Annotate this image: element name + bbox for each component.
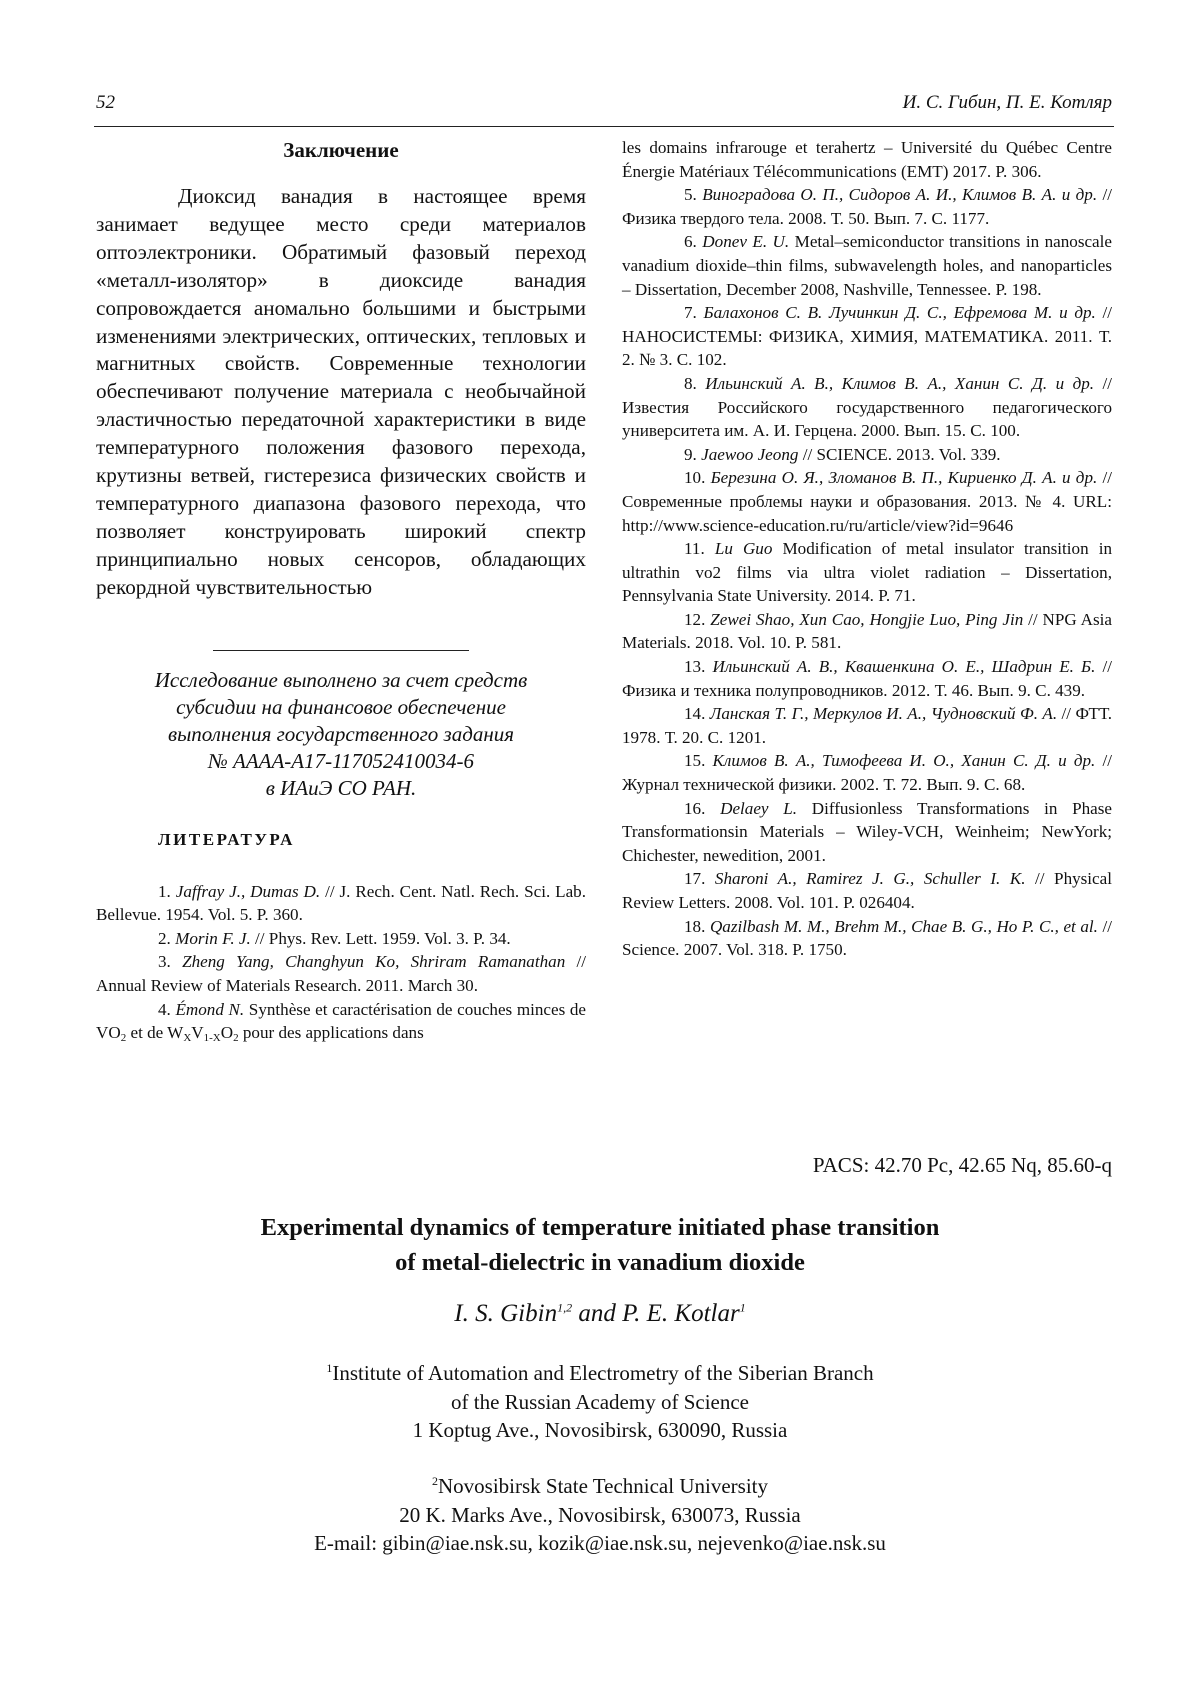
reference-item: 9. Jaewoo Jeong // SCIENCE. 2013. Vol. 339.	[684, 444, 1001, 464]
english-title-line: Experimental dynamics of temperature initiated phase transition	[260, 1214, 940, 1241]
reference-authors: Émond N.	[175, 999, 245, 1019]
affiliation-1: $^1$Institute of Automation and Electrometry of the Siberian Branch of the Russian Academy of Science 1 Koptug Ave., Novosibirsk, 630090, Russia	[326, 1361, 874, 1442]
running-header-authors: И. С. Гибин, П. Е. Котляр	[902, 92, 1112, 113]
reference-source: // J. Rech. Cent. Natl. Rech. Sci. Lab. Bellevue. 1954. Vol. 5. P. 360.	[96, 881, 586, 925]
reference-item	[96, 950, 586, 997]
header-rule	[94, 126, 1114, 127]
section-divider	[213, 650, 469, 651]
reference-item: 13. Ильинский А. В., Квашенкина О. Е., Шадрин Е. Б. // Физика и техника полупроводников. 2012. Т. 46. Вып. 9. С. 439.	[622, 657, 1112, 700]
reference-number: 3.	[158, 952, 171, 972]
reference-item: 16. Delaey L. Diffusionless Transformations in Phase Transformationsin Materials – Wiley-VCH, Weinheim; NewYork; Chichester, newedition, 2001.	[622, 798, 1112, 865]
reference-authors: Zheng Yang, Changhyun Ko, Shriram Ramanathan	[182, 952, 566, 972]
reference-number: 1.	[158, 881, 171, 901]
reference-source: // Annual Review of Materials Research. 2011. March 30.	[96, 952, 586, 995]
references-list-left	[96, 880, 586, 1045]
right-column	[622, 136, 1112, 962]
reference-item: 12. Zewei Shao, Xun Cao, Hongjie Luo, Ping Jin // NPG Asia Materials. 2018. Vol. 10. P. 581.	[622, 609, 1113, 653]
funding-line: в ИАиЭ СО РАН.	[265, 775, 417, 800]
reference-item: 15. Климов В. А., Тимофеева И. О., Ханин С. Д. и др. // Журнал технической физики. 2002. Т. 72. Вып. 9. С. 68.	[622, 751, 1112, 795]
reference-item: 10. Березина О. Я., Зломанов В. П., Кириенко Д. А. и др. // Современные проблемы науки и образования. 2013. № 4. URL: http://www.science-education.ru/ru/article/view?id=9646	[622, 468, 1112, 535]
reference-item: 5. Виноградова О. П., Сидоров А. И., Климов В. А. и др. // Физика твердого тела. 2008. Т. 50. Вып. 7. С. 1177.	[622, 185, 1112, 228]
reference-item: 6. Donev E. U. Metal–semiconductor transitions in nanoscale vanadium dioxide–thin films, subwavelength holes, and nanoparticles – Dissertation, December 2008, Nashville, Tennessee. P. 198.	[622, 232, 1112, 299]
funding-note	[96, 667, 586, 802]
funding-line: выполнения государственного задания	[167, 721, 515, 746]
reference-number: 4.	[158, 999, 171, 1019]
running-header	[96, 92, 1112, 122]
english-authors: I. S. Gibin$^{1,2}$ and P. E. Kotlar$^1$	[454, 1300, 746, 1327]
reference-source: // Phys. Rev. Lett. 1959. Vol. 3. P. 34.	[250, 928, 511, 948]
funding-line: субсидии на финансовое обеспечение	[176, 694, 506, 719]
reference-item	[96, 880, 586, 927]
references-heading: ЛИТЕРАТУРА	[158, 829, 295, 849]
conclusion-paragraph: Диоксид ванадия в настоящее время занимает ведущее место среди материалов оптоэлектроники. Обратимый фазовый переход «металл-изолятор» в диоксиде ванадия сопровождается аномально большими и быстрыми изменениями электрических, оптических, тепловых и магнитных свойств. Современные технологии обеспечивают получение материала с необычайной эластичностью передаточной характеристики в виде температурного положения фазового перехода, крутизны ветвей, гистерезиса физических свойств и температурного диапазона фазового перехода, что позволяет конструировать широкий спектр принципиально новых сенсоров, обладающих рекордной чувствительностью	[96, 184, 586, 599]
reference-item: 17. Sharoni A., Ramirez J. G., Schuller I. K. // Physical Review Letters. 2008. Vol. 101. P. 026404.	[622, 869, 1112, 912]
page-number: 52	[96, 92, 115, 113]
reference-item: 14. Ланская Т. Г., Меркулов И. А., Чудновский Ф. А. // ФТТ. 1978. Т. 20. С. 1201.	[622, 704, 1112, 747]
reference-authors: Jaffray J., Dumas D.	[175, 881, 321, 901]
reference-item: 18. Qazilbash M. M., Brehm M., Chae B. G., Ho P. C., et al. // Science. 2007. Vol. 318. P. 1750.	[622, 916, 1112, 960]
conclusion-heading: Заключение	[283, 138, 399, 162]
reference-continuation: les domains infrarouge et terahertz – Université du Québec Centre Énergie Matériaux Télécommunications (EMT) 2017. P. 306.	[622, 138, 1112, 181]
left-column	[96, 136, 586, 1045]
funding-line: № АААА-А17-117052410034-6	[207, 748, 475, 773]
contact-emails: E-mail: gibin@iae.nsk.su, kozik@iae.nsk.su, nejevenko@iae.nsk.su	[314, 1531, 886, 1555]
reference-number: 2.	[158, 928, 171, 948]
reference-item: 4. Émond N. Synthèse et caractérisation de couches minces de $VO_2$ et de $W_XV_{1-X}O_2$ pour des applications dans	[96, 999, 586, 1045]
reference-authors: Morin F. J.	[175, 928, 251, 948]
english-title-line: of metal-dielectric in vanadium dioxide	[395, 1249, 805, 1276]
reference-item: 7. Балахонов С. В. Лучинкин Д. С., Ефремова М. и др. // НАНОСИСТЕМЫ: ФИЗИКА, ХИМИЯ, МАТЕМАТИКА. 2011. Т. 2. № 3. С. 102.	[622, 303, 1112, 370]
affiliation-2: $^2$Novosibirsk State Technical University 20 K. Marks Ave., Novosibirsk, 630073, Russia E-mail: gibin@iae.nsk.su, kozik@iae.nsk.su, nejevenko@iae.nsk.su	[100, 1472, 1100, 1558]
english-title	[100, 1210, 1100, 1280]
reference-item: 8. Ильинский А. В., Климов В. А., Ханин С. Д. и др. // Известия Российского государственного педагогического университета им. А. И. Герцена. 2000. Вып. 15. С. 100.	[622, 373, 1112, 441]
funding-line: Исследование выполнено за счет средств	[154, 667, 528, 692]
reference-item: 11. Lu Guo Modification of metal insulator transition in ultrathin vo2 films via ultra violet radiation – Dissertation, Pennsylvania State University. 2014. P. 71.	[622, 539, 1112, 606]
reference-item	[96, 927, 586, 951]
pacs-codes: PACS: 42.70 Pc, 42.65 Nq, 85.60-q	[812, 1153, 1112, 1177]
